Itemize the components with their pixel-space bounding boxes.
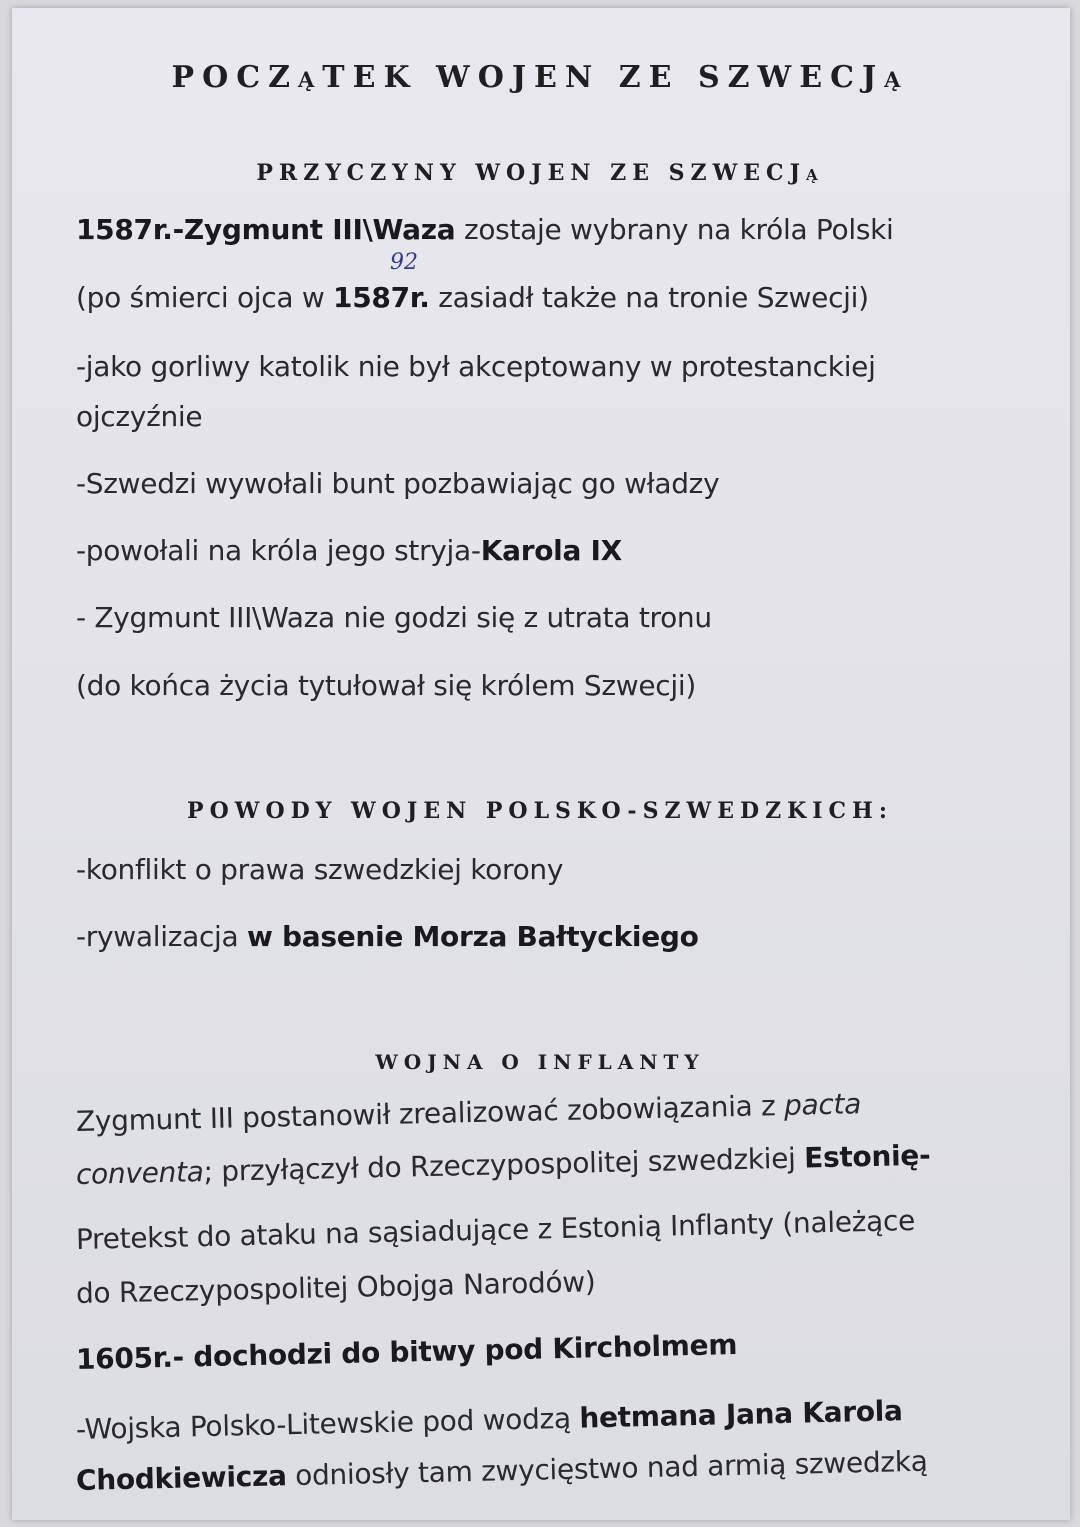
text-line: 1605r.- dochodzi do bitwy pod Kircholmem [75, 1328, 738, 1376]
page-title: POCZąTEK WOJEN ZE SZWECJą [171, 60, 909, 95]
text-line: - Zygmunt III\Waza nie godzi się z utrata tronu [76, 601, 712, 634]
text-line: (do końca życia tytułował się królem Szwecji) [76, 669, 696, 702]
text-line: Pretekst do ataku na sąsiadujące z Estonią Inflanty (należące [75, 1203, 916, 1256]
text-line: conventa; przyłączył do Rzeczypospolitej szwedzkiej Estonię- [75, 1138, 931, 1191]
handwritten-correction: 92 [390, 250, 418, 275]
text-line: -Wojska Polsko-Litewskie pod wodzą hetmana Jana Karola [75, 1394, 903, 1446]
text-line: -powołali na króla jego stryja-Karola IX [76, 534, 622, 567]
section-heading-livonia-war: WOJNA O INFLANTY [375, 1050, 705, 1074]
text-line: -Szwedzi wywołali bunt pozbawiając go władzy [76, 467, 720, 500]
text-line: (po śmierci ojca w 1587r. zasiadł także na tronie Szwecji) [76, 281, 869, 314]
text-line: 1587r.-Zygmunt III\Waza zostaje wybrany na króla Polski [76, 213, 894, 246]
section-heading-reasons: POWODY WOJEN POLSKO-SZWEDZKICH: [187, 798, 893, 824]
text-line: do Rzeczypospolitej Obojga Narodów) [75, 1265, 596, 1310]
section-heading-causes: PRZYCZYNY WOJEN ZE SZWECJą [256, 160, 824, 186]
text-line: -jako gorliwy katolik nie był akceptowany w protestanckiej [76, 350, 876, 383]
text-line: -rywalizacja w basenie Morza Bałtyckiego [76, 920, 699, 953]
text-line: ojczyźnie [76, 400, 203, 433]
text-line: Chodkiewicza odniosły tam zwycięstwo nad armią szwedzką [75, 1444, 928, 1497]
text-line: -konflikt o prawa szwedzkiej korony [76, 853, 564, 886]
text-line: Zygmunt III postanowił zrealizować zobowiązania z pacta [75, 1087, 862, 1138]
